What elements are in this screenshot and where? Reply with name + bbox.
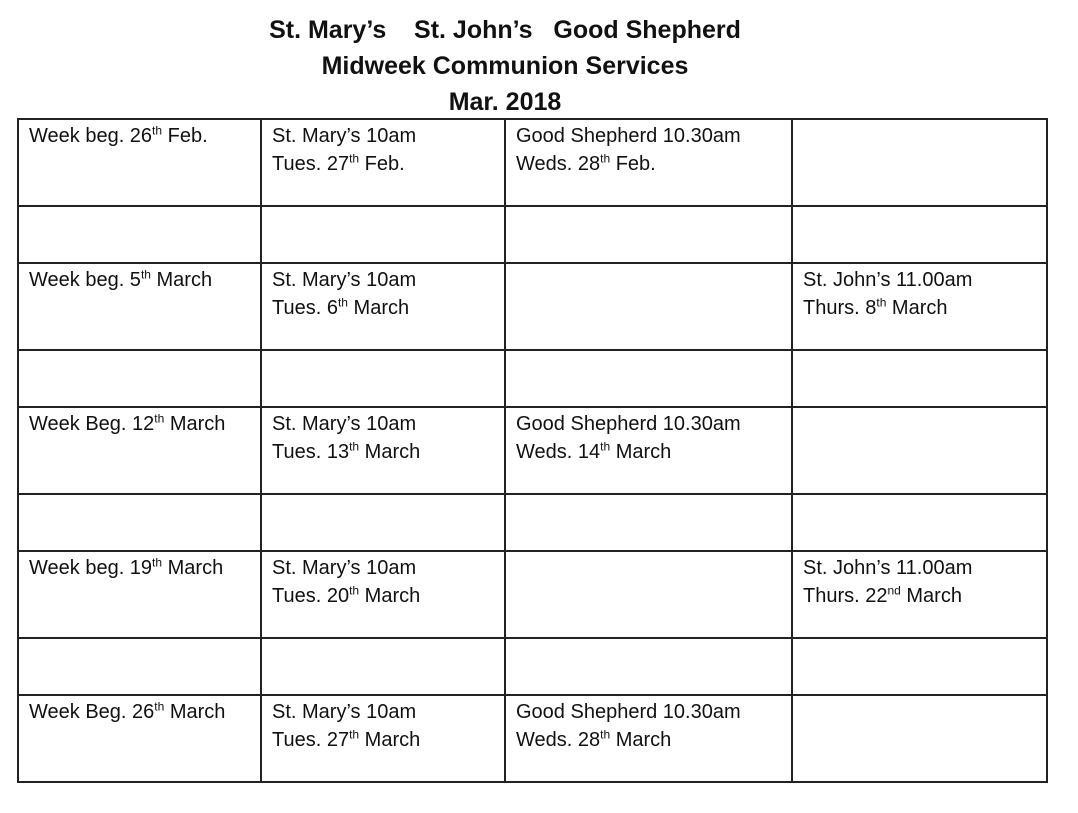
empty-cell [505, 206, 792, 263]
ordinal-suffix: nd [887, 583, 901, 598]
empty-cell [18, 206, 261, 263]
week-label [29, 410, 250, 438]
page-title: Midweek Communion Services [321, 52, 689, 80]
week-label [29, 554, 250, 582]
services-table [17, 118, 1048, 783]
service-time: Good Shepherd 10.30am [516, 701, 741, 723]
ordinal-suffix: th [337, 295, 348, 310]
text-part: Feb. [610, 153, 656, 175]
table-row [18, 119, 1047, 206]
ordinal-suffix: th [349, 727, 360, 742]
text-part: Tues. 13 [272, 441, 350, 463]
st-marys-cell [261, 695, 505, 782]
ordinal-suffix: th [600, 439, 611, 454]
text-part: March [164, 701, 226, 723]
week-cell [18, 119, 261, 206]
spacer-row [18, 494, 1047, 551]
text-part: Week Beg. 12 [29, 413, 155, 435]
service-time: St. Mary’s 10am [272, 413, 417, 435]
text-part: Weds. 28 [516, 153, 601, 175]
empty-cell [792, 350, 1047, 407]
good-shepherd-cell [505, 407, 792, 494]
st-marys-cell [261, 407, 505, 494]
text-part: March [900, 585, 962, 607]
service-time: St. John’s 11.00am [803, 269, 973, 291]
service-date [272, 150, 494, 178]
ordinal-suffix: th [154, 411, 165, 426]
good-shepherd-cell [505, 551, 792, 638]
empty-cell [261, 494, 505, 551]
text-part: Tues. 6 [272, 297, 338, 319]
empty-cell [18, 494, 261, 551]
week-cell [18, 695, 261, 782]
text-part: Weds. 14 [516, 441, 601, 463]
text-part: Tues. 27 [272, 729, 350, 751]
st-johns-cell [792, 551, 1047, 638]
service-date [272, 294, 494, 322]
st-johns-cell [792, 407, 1047, 494]
table-row [18, 407, 1047, 494]
ordinal-suffix: th [349, 151, 360, 166]
empty-cell [505, 350, 792, 407]
table-row [18, 695, 1047, 782]
empty-cell [505, 638, 792, 695]
empty-cell [261, 350, 505, 407]
good-shepherd-cell [505, 695, 792, 782]
ordinal-suffix: th [600, 151, 611, 166]
text-part: March [610, 729, 672, 751]
service-date [272, 438, 494, 466]
ordinal-suffix: th [140, 267, 151, 282]
st-marys-cell [261, 551, 505, 638]
good-shepherd-cell [505, 263, 792, 350]
text-part: Thurs. 8 [803, 297, 877, 319]
text-part: March [359, 729, 421, 751]
empty-cell [792, 494, 1047, 551]
service-time: St. Mary’s 10am [272, 557, 417, 579]
text-part: Week beg. 26 [29, 125, 153, 147]
service-date [272, 726, 494, 754]
week-cell [18, 407, 261, 494]
spacer-row [18, 350, 1047, 407]
ordinal-suffix: th [152, 123, 163, 138]
text-part: March [164, 413, 226, 435]
table-row [18, 263, 1047, 350]
spacer-row [18, 206, 1047, 263]
text-part: Week Beg. 26 [29, 701, 155, 723]
table-row [18, 551, 1047, 638]
service-time: Good Shepherd 10.30am [516, 413, 741, 435]
text-part: March [610, 441, 672, 463]
empty-cell [18, 350, 261, 407]
empty-cell [18, 638, 261, 695]
empty-cell [792, 638, 1047, 695]
empty-cell [792, 206, 1047, 263]
header-churches: St. Mary’s St. John’s Good Shepherd [269, 16, 741, 44]
service-date [803, 294, 1036, 322]
week-cell [18, 551, 261, 638]
empty-cell [505, 494, 792, 551]
text-part: March [162, 557, 224, 579]
st-johns-cell [792, 695, 1047, 782]
ordinal-suffix: th [349, 439, 360, 454]
week-cell [18, 263, 261, 350]
service-time: St. Mary’s 10am [272, 701, 417, 723]
text-part: Feb. [359, 153, 405, 175]
text-part: Week beg. 5 [29, 269, 141, 291]
text-part: Tues. 20 [272, 585, 350, 607]
ordinal-suffix: th [154, 699, 165, 714]
services-table-body [18, 119, 1047, 782]
service-time: St. Mary’s 10am [272, 125, 417, 147]
service-time: St. John’s 11.00am [803, 557, 973, 579]
ordinal-suffix: th [876, 295, 887, 310]
service-date [516, 438, 781, 466]
good-shepherd-cell [505, 119, 792, 206]
text-part: Thurs. 22 [803, 585, 888, 607]
empty-cell [261, 638, 505, 695]
ordinal-suffix: th [349, 583, 360, 598]
text-part: March [347, 297, 410, 319]
text-part: Weds. 28 [516, 729, 601, 751]
st-marys-cell [261, 263, 505, 350]
text-part: Week beg. 19 [29, 557, 153, 579]
ordinal-suffix: th [152, 555, 163, 570]
text-part: Feb. [162, 125, 208, 147]
service-date [272, 582, 494, 610]
text-part: March [359, 441, 421, 463]
week-label [29, 122, 250, 150]
service-date [516, 150, 781, 178]
empty-cell [261, 206, 505, 263]
service-date [516, 726, 781, 754]
text-part: March [359, 585, 421, 607]
ordinal-suffix: th [600, 727, 611, 742]
service-time: Good Shepherd 10.30am [516, 125, 741, 147]
page-header [0, 12, 1010, 120]
text-part: Tues. 27 [272, 153, 350, 175]
text-part: March [886, 297, 948, 319]
st-marys-cell [261, 119, 505, 206]
st-johns-cell [792, 119, 1047, 206]
week-label [29, 266, 250, 294]
service-time: St. Mary’s 10am [272, 269, 417, 291]
service-date [803, 582, 1036, 610]
header-month: Mar. 2018 [448, 88, 562, 116]
text-part: March [150, 269, 213, 291]
st-johns-cell [792, 263, 1047, 350]
spacer-row [18, 638, 1047, 695]
week-label [29, 698, 250, 726]
